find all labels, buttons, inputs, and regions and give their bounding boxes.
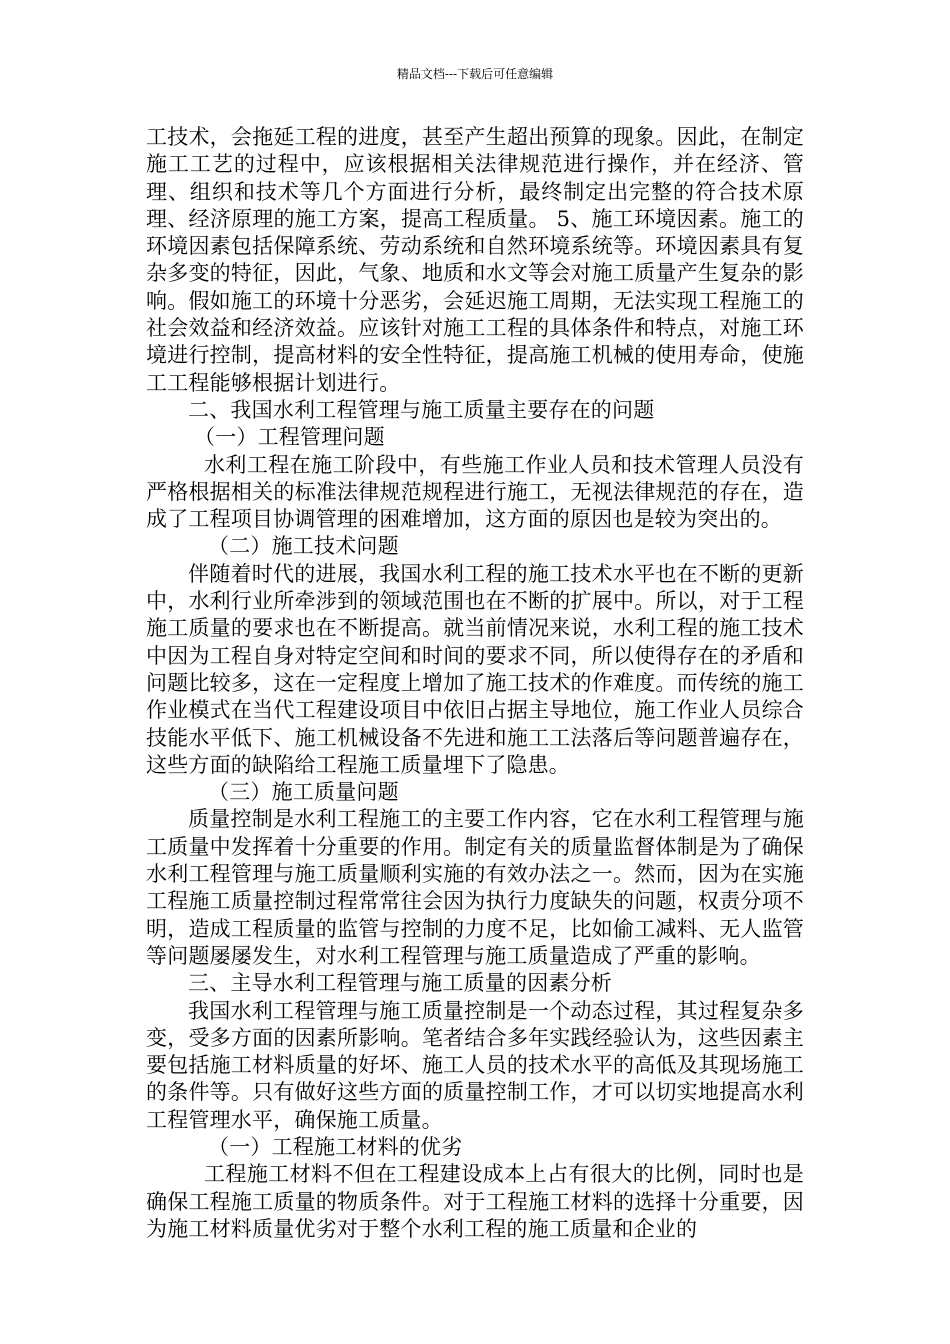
section-heading-2: 二、我国水利工程管理与施工质量主要存在的问题 xyxy=(188,397,655,422)
subheading-management: （一）工程管理问题 xyxy=(194,425,385,450)
paragraph-quality: 质量控制是水利工程施工的主要工作内容，它在水利工程管理与施工质量中发挥着十分重要的作用。制定有关的质量监督体制是为了确保水利工程管理与施工质量顺利实施的有效办法之一。然而，因为在实施工程施工质量控制过程常常往会因为执行力度缺失的问题，权责分项不明，造成工程质量的监管与控制的力度不足，比如偷工减料、无人监管等问题屡屡发生，对水利工程管理与施工质量造成了严重的影响。 xyxy=(146,807,804,968)
document-body xyxy=(146,124,804,1243)
section-heading-3: 三、主导水利工程管理与施工质量的因素分析 xyxy=(188,971,612,996)
subheading-quality: （三）施工质量问题 xyxy=(208,780,399,805)
subheading-materials: （一）工程施工材料的优劣 xyxy=(208,1134,463,1159)
paragraph-management: 水利工程在施工阶段中，有些施工作业人员和技术管理人员没有严格根据相关的标准法律规范规程进行施工，无视法律规范的存在，造成了工程项目协调管理的困难增加，这方面的原因也是较为突出的。 xyxy=(146,452,804,532)
paragraph-factors: 我国水利工程管理与施工质量控制是一个动态过程，其过程复杂多变，受多方面的因素所影响。笔者结合多年实践经验认为，这些因素主要包括施工材料质量的好坏、施工人员的技术水平的高低及其现场施工的条件等。只有做好这些方面的质量控制工作，才可以切实地提高水利工程管理水平，确保施工质量。 xyxy=(146,998,804,1132)
paragraph-materials: 工程施工材料不但在工程建设成本上占有很大的比例，同时也是确保工程施工质量的物质条件。对于工程施工材料的选择十分重要，因为施工材料质量优劣对于整个水利工程的施工质量和企业的 xyxy=(146,1162,804,1241)
page-header: 精品文档---下载后可任意编辑 xyxy=(396,67,554,81)
subheading-technology: （二）施工技术问题 xyxy=(208,534,399,559)
paragraph-technology: 伴随着时代的进展，我国水利工程的施工技术水平也在不断的更新中，水利行业所牵涉到的领域范围也在不断的扩展中。所以，对于工程施工质量的要求也在不断提高。就当前情况来说，水利工程的施工技术中因为工程自身对特定空间和时间的要求不同，所以使得存在的矛盾和问题比较多，这在一定程度上增加了施工技术的作难度。而传统的施工作业模式在当代工程建设项目中依旧占据主导地位，施工作业人员综合技能水平低下、施工机械设备不先进和施工工法落后等问题普遍存在，这些方面的缺陷给工程施工质量埋下了隐患。 xyxy=(146,561,804,777)
paragraph-continuation: 工技术，会拖延工程的进度，甚至产生超出预算的现象。因此，在制定施工工艺的过程中，应该根据相关法律规范进行操作，并在经济、管理、组织和技术等几个方面进行分析，最终制定出完整的符合技术原理、经济原理的施工方案，提高工程质量。 5、施工环境因素。施工的环境因素包括保障系统、劳动系统和自然环境系统等。环境因素具有复杂多变的特征，因此，气象、地质和水文等会对施工质量产生复杂的影响。假如施工的环境十分恶劣，会延迟施工周期，无法实现工程施工的社会效益和经济效益。应该针对施工工程的具体条件和特点，对施工环境进行控制，提高材料的安全性特征，提高施工机械的使用寿命，使施工工程能够根据计划进行。 xyxy=(146,125,804,395)
